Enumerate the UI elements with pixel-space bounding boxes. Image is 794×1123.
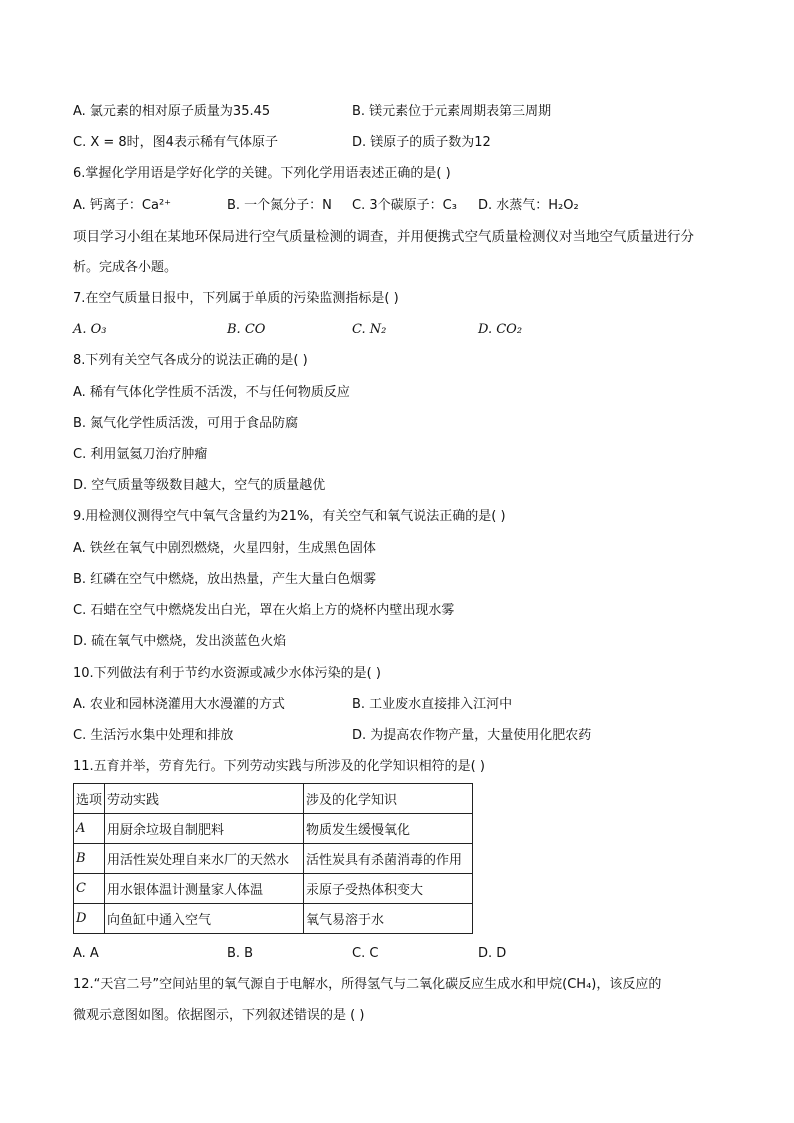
q11-option-b: B. B xyxy=(227,946,254,961)
q12-stem-line-1: 12.“天宫二号”空间站里的氧气源自于电解水，所得氢气与二氧化碳反应生成水和甲烷(CH₄)，该反应的 xyxy=(73,977,662,992)
q10-option-d: D. 为提高农作物产量，大量使用化肥农药 xyxy=(352,728,592,743)
q11-option-a: A. A xyxy=(73,946,99,961)
q5-option-b: B. 镁元素位于元素周期表第三周期 xyxy=(352,104,552,119)
q10-option-b: B. 工业废水直接排入江河中 xyxy=(352,697,513,712)
table-cell: 用水银体温计测量家人体温 xyxy=(105,874,304,904)
q10-option-a: A. 农业和园林浇灌用大水漫灌的方式 xyxy=(73,697,285,712)
table-cell: C xyxy=(74,874,105,904)
q7-option-a: A. O₃ xyxy=(73,322,107,337)
table-cell: 用活性炭处理自来水厂的天然水 xyxy=(105,844,304,874)
table-cell: D xyxy=(74,904,105,934)
q9-option-a: A. 铁丝在氧气中剧烈燃烧，火星四射，生成黑色固体 xyxy=(73,541,376,556)
intro-line-2: 析。完成各小题。 xyxy=(73,260,178,275)
table-cell: 向鱼缸中通入空气 xyxy=(105,904,304,934)
q7-option-d: D. CO₂ xyxy=(478,322,523,337)
q5-option-d: D. 镁原子的质子数为12 xyxy=(352,135,491,150)
q10-stem: 10.下列做法有利于节约水资源或减少水体污染的是( ) xyxy=(73,666,381,681)
q7-option-b: B. CO xyxy=(227,322,266,337)
q8-option-d: D. 空气质量等级数目越大，空气的质量越优 xyxy=(73,478,326,493)
table-header-row xyxy=(74,784,473,814)
table-cell: 汞原子受热体积变大 xyxy=(304,874,473,904)
q7-option-c: C. N₂ xyxy=(352,322,387,337)
q6-option-d: D. 水蒸气：H₂O₂ xyxy=(478,198,579,213)
q9-option-b: B. 红磷在空气中燃烧，放出热量，产生大量白色烟雾 xyxy=(73,572,377,587)
table-cell: 活性炭具有杀菌消毒的作用 xyxy=(304,844,473,874)
q5-option-c: C. X = 8时，图4表示稀有气体原子 xyxy=(73,135,278,150)
q9-option-c: C. 石蜡在空气中燃烧发出白光，罩在火焰上方的烧杯内壁出现水雾 xyxy=(73,603,455,618)
q6-option-a: A. 钙离子：Ca²⁺ xyxy=(73,198,172,213)
table-cell: A xyxy=(74,814,105,844)
q9-option-d: D. 硫在氧气中燃烧，发出淡蓝色火焰 xyxy=(73,634,287,649)
q5-option-a: A. 氯元素的相对原子质量为35.45 xyxy=(73,104,271,119)
q11-table xyxy=(73,783,473,934)
table-row xyxy=(74,844,473,874)
q12-stem-line-2: 微观示意图如图。依据图示，下列叙述错误的是 ( ) xyxy=(73,1008,365,1023)
q8-option-b: B. 氮气化学性质活泼，可用于食品防腐 xyxy=(73,416,299,431)
table-cell: 氧气易溶于水 xyxy=(304,904,473,934)
q11-option-c: C. C xyxy=(352,946,379,961)
table-row xyxy=(74,814,473,844)
intro-line-1: 项目学习小组在某地环保局进行空气质量检测的调查，并用便携式空气质量检测仪对当地空气质量进行分 xyxy=(73,229,694,245)
q7-stem: 7.在空气质量日报中，下列属于单质的污染监测指标是( ) xyxy=(73,291,399,306)
table-header-cell: 选项 xyxy=(74,784,105,814)
q8-option-a: A. 稀有气体化学性质不活泼，不与任何物质反应 xyxy=(73,385,350,400)
table-row xyxy=(74,904,473,934)
q9-stem: 9.用检测仪测得空气中氧气含量约为21%，有关空气和氧气说法正确的是( ) xyxy=(73,509,506,524)
table-cell: 用厨余垃圾自制肥料 xyxy=(105,814,304,844)
q6-option-c: C. 3个碳原子：C₃ xyxy=(352,198,457,213)
table-row xyxy=(74,874,473,904)
q8-option-c: C. 利用氩氦刀治疗肿瘤 xyxy=(73,447,208,462)
q6-option-b: B. 一个氮分子：N xyxy=(227,198,332,213)
table-header-cell: 涉及的化学知识 xyxy=(304,784,473,814)
q6-stem: 6.掌握化学用语是学好化学的关键。下列化学用语表述正确的是( ) xyxy=(73,166,451,181)
q10-option-c: C. 生活污水集中处理和排放 xyxy=(73,728,234,743)
table-cell: B xyxy=(74,844,105,874)
q11-stem: 11.五育并举，劳育先行。下列劳动实践与所涉及的化学知识相符的是( ) xyxy=(73,759,485,774)
q8-stem: 8.下列有关空气各成分的说法正确的是( ) xyxy=(73,353,308,368)
table-cell: 物质发生缓慢氧化 xyxy=(304,814,473,844)
q11-option-d: D. D xyxy=(478,946,507,961)
table-header-cell: 劳动实践 xyxy=(105,784,304,814)
